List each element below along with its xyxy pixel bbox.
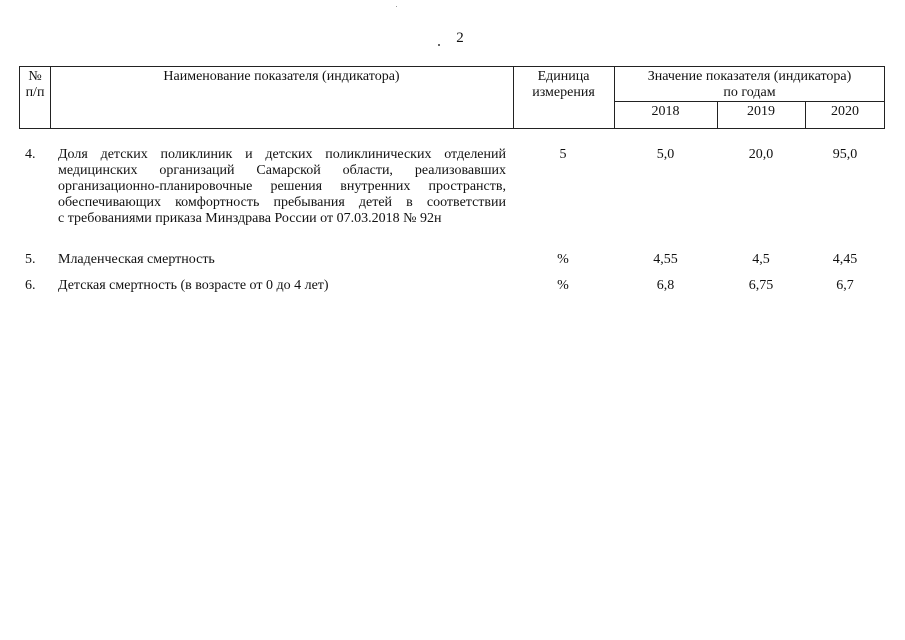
header-number xyxy=(20,69,50,101)
scan-speck xyxy=(438,44,440,46)
value-2018: 6,8 xyxy=(656,278,675,293)
unit-value: % xyxy=(557,252,569,267)
row-number: 5. xyxy=(25,252,36,267)
indicator-name: Детская смертность (в возрасте от 0 до 4 лет) xyxy=(58,278,329,293)
value-2018: 5,0 xyxy=(656,147,675,162)
indicator-name-line: медицинских организаций Самарской области, реализовавших xyxy=(58,163,506,178)
value-2019: 20,0 xyxy=(748,147,774,162)
header-unit-line1: Единица xyxy=(537,69,590,84)
row-number: 4. xyxy=(25,147,36,162)
value-2019: 6,75 xyxy=(748,278,774,293)
value-2019: 4,5 xyxy=(752,252,770,267)
unit-value: % xyxy=(557,278,569,293)
header-values-line2: по годам xyxy=(723,85,776,100)
header-year-2020: 2020 xyxy=(831,104,859,119)
indicator-name xyxy=(58,147,506,227)
table-header xyxy=(19,66,885,129)
indicator-name-line: Доля детских поликлиник и детских поликлинических отделений xyxy=(58,147,506,162)
header-values-line1: Значение показателя (индикатора) xyxy=(647,69,852,84)
indicator-name-line: организационно-планировочные решения внутренних пространств, xyxy=(58,179,506,194)
header-number-line1: № xyxy=(28,69,42,84)
unit-value: 5 xyxy=(559,147,567,162)
header-unit-line2: измерения xyxy=(532,85,595,100)
header-year-2018: 2018 xyxy=(651,104,680,119)
indicator-name: Младенческая смертность xyxy=(58,252,215,267)
header-year-2019: 2019 xyxy=(747,104,775,119)
value-2020: 95,0 xyxy=(832,147,858,162)
header-number-line2: п/п xyxy=(25,85,45,100)
indicator-name-line: с требованиями приказа Минздрава России от 07.03.2018 № 92н xyxy=(58,211,442,226)
row-number: 6. xyxy=(25,278,36,293)
header-unit xyxy=(513,69,614,101)
value-2020: 6,7 xyxy=(836,278,854,293)
row-divider xyxy=(614,101,884,102)
value-2020: 4,45 xyxy=(832,252,858,267)
page-number: 2 xyxy=(456,30,464,46)
indicator-name-line: обеспечивающих комфортность пребывания детей в соответствии xyxy=(58,195,506,210)
header-values xyxy=(614,69,885,101)
scan-speck xyxy=(396,6,397,7)
header-indicator-name: Наименование показателя (индикатора) xyxy=(163,69,400,84)
value-2018: 4,55 xyxy=(653,252,678,267)
